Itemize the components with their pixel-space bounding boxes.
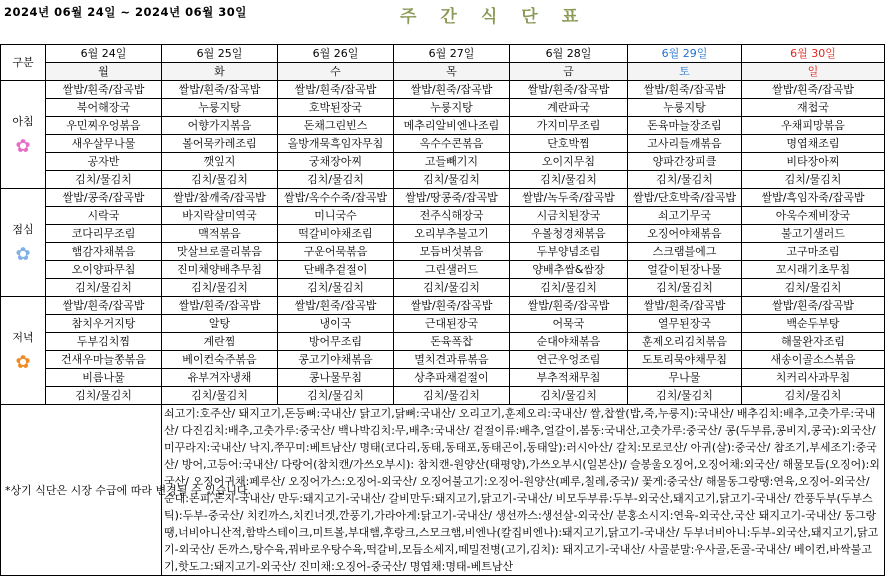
menu-cell: 방어무조림 (278, 333, 394, 351)
menu-cell: 오이양파무침 (46, 261, 162, 279)
menu-cell: 쌀밥/콩죽/잡곡밥 (46, 189, 162, 207)
menu-row (1, 351, 885, 369)
menu-cell: 쌀밥/흰죽/잡곡밥 (46, 81, 162, 99)
menu-row (1, 279, 885, 297)
menu-row (1, 171, 885, 189)
menu-cell: 쌀밥/흰죽/잡곡밥 (628, 81, 742, 99)
menu-cell: 김치/물김치 (510, 171, 628, 189)
menu-cell: 비타장아찌 (742, 153, 885, 171)
menu-cell: 쌀밥/단호박죽/잡곡밥 (628, 189, 742, 207)
menu-cell: 두부양념조림 (510, 243, 628, 261)
menu-cell: 오징어야채볶음 (628, 225, 742, 243)
menu-cell: 새송이골소스볶음 (742, 351, 885, 369)
menu-cell: 오리부추불고기 (394, 225, 510, 243)
menu-cell: 누룽지탕 (162, 99, 278, 117)
day-weekday: 토 (628, 63, 742, 81)
menu-cell: 옥수수콘볶음 (394, 135, 510, 153)
menu-cell: 쌀밥/흰죽/잡곡밥 (278, 297, 394, 315)
menu-cell: 김치/물김치 (628, 387, 742, 405)
meal-label-text: 저녁 (12, 331, 34, 344)
menu-cell: 유부겨자냉채 (162, 369, 278, 387)
menu-cell: 불고기샐러드 (742, 225, 885, 243)
menu-cell: 김치/물김치 (162, 171, 278, 189)
menu-cell: 백순두부탕 (742, 315, 885, 333)
menu-row (1, 99, 885, 117)
menu-cell: 계란파국 (510, 99, 628, 117)
meal-label-text: 아침 (12, 115, 34, 128)
menu-cell: 김치/물김치 (742, 387, 885, 405)
day-date: 6월 30일 (742, 45, 885, 63)
menu-cell: 오이지무침 (510, 153, 628, 171)
menu-cell: 돈육마늘장조림 (628, 117, 742, 135)
menu-cell: 쌀밥/땅콩죽/잡곡밥 (394, 189, 510, 207)
menu-cell: 쌀밥/흰죽/잡곡밥 (510, 81, 628, 99)
menu-cell: 고들빼기지 (394, 153, 510, 171)
menu-cell: 미니국수 (278, 207, 394, 225)
menu-cell: 모듬버섯볶음 (394, 243, 510, 261)
menu-cell: 얼갈이된장나물 (628, 261, 742, 279)
menu-cell: 부추적채무침 (510, 369, 628, 387)
menu-cell: 돈육폭찹 (394, 333, 510, 351)
menu-row (1, 135, 885, 153)
menu-cell: 쌀밥/녹두죽/잡곡밥 (510, 189, 628, 207)
menu-cell: 진미채양배추무침 (162, 261, 278, 279)
menu-cell: 쌀밥/흰죽/잡곡밥 (162, 81, 278, 99)
menu-cell: 맛살브로콜리볶음 (162, 243, 278, 261)
day-weekday: 화 (162, 63, 278, 81)
menu-cell: 쌀밥/참깨죽/잡곡밥 (162, 189, 278, 207)
menu-cell: 꼬시래기초무침 (742, 261, 885, 279)
menu-row (1, 117, 885, 135)
menu-cell: 맥적볶음 (162, 225, 278, 243)
menu-cell: 가지미무조림 (510, 117, 628, 135)
menu-cell: 알탕 (162, 315, 278, 333)
menu-cell: 쌀밥/흰죽/잡곡밥 (46, 297, 162, 315)
menu-cell: 김치/물김치 (510, 387, 628, 405)
menu-cell: 건새우마늘쫑볶음 (46, 351, 162, 369)
day-date: 6월 25일 (162, 45, 278, 63)
menu-cell: 김치/물김치 (278, 171, 394, 189)
menu-cell: 우볼청경채볶음 (510, 225, 628, 243)
menu-cell: 우민찌우엉볶음 (46, 117, 162, 135)
menu-row (1, 315, 885, 333)
notice-text: *상기 식단은 시장 수급에 따라 변경될 수 있습니다. (1, 405, 162, 576)
menu-cell: 무나물 (628, 369, 742, 387)
date-range: 2024년 06월 24일 ~ 2024년 06월 30일 (4, 5, 247, 19)
menu-cell: 김치/물김치 (46, 279, 162, 297)
menu-cell: 연근우엉조림 (510, 351, 628, 369)
menu-cell: 김치/물김치 (278, 387, 394, 405)
gubun-header: 구분 (1, 45, 46, 81)
menu-cell: 아욱수제비장국 (742, 207, 885, 225)
menu-cell: 깻잎지 (162, 153, 278, 171)
menu-cell: 코다리무조림 (46, 225, 162, 243)
menu-cell: 재첩국 (742, 99, 885, 117)
menu-cell: 베이컨숙주볶음 (162, 351, 278, 369)
menu-cell: 어향가지볶음 (162, 117, 278, 135)
menu-cell: 고사리들깨볶음 (628, 135, 742, 153)
notice-row (1, 405, 885, 576)
meal-label (1, 81, 46, 189)
menu-cell: 근대된장국 (394, 315, 510, 333)
menu-cell: 비름나물 (46, 369, 162, 387)
menu-cell: 쌀밥/흰죽/잡곡밥 (510, 297, 628, 315)
menu-cell: 김치/물김치 (394, 387, 510, 405)
menu-cell: 바지락살미역국 (162, 207, 278, 225)
menu-cell: 메추리알비엔나조림 (394, 117, 510, 135)
menu-row (1, 387, 885, 405)
menu-cell: 두부김치찜 (46, 333, 162, 351)
menu-cell: 스크램블에그 (628, 243, 742, 261)
menu-row (1, 369, 885, 387)
menu-row (1, 189, 885, 207)
menu-cell: 콩고기야채볶음 (278, 351, 394, 369)
menu-cell: 단호박찜 (510, 135, 628, 153)
menu-cell: 멸치견과류볶음 (394, 351, 510, 369)
page-title: 주간식단표 (400, 7, 603, 27)
menu-cell: 김치/물김치 (742, 279, 885, 297)
flower-icon: ✿ (15, 352, 31, 373)
day-date: 6월 26일 (278, 45, 394, 63)
day-weekday: 월 (46, 63, 162, 81)
menu-cell: 궁채장아찌 (278, 153, 394, 171)
menu-cell: 콩나물무침 (278, 369, 394, 387)
day-weekday: 일 (742, 63, 885, 81)
day-date: 6월 29일 (628, 45, 742, 63)
menu-cell: 쌀밥/흰죽/잡곡밥 (162, 297, 278, 315)
menu-cell: 쌀밥/흰죽/잡곡밥 (394, 81, 510, 99)
menu-cell: 참치우거지탕 (46, 315, 162, 333)
menu-cell: 전주식해장국 (394, 207, 510, 225)
flower-icon: ✿ (15, 244, 31, 265)
day-date: 6월 28일 (510, 45, 628, 63)
menu-cell: 해물완자조림 (742, 333, 885, 351)
menu-cell: 새우살무나물 (46, 135, 162, 153)
menu-cell: 김치/물김치 (628, 279, 742, 297)
menu-cell: 단배추겉절이 (278, 261, 394, 279)
menu-row (1, 207, 885, 225)
menu-cell: 훈제오리김치볶음 (628, 333, 742, 351)
menu-row (1, 81, 885, 99)
menu-cell: 순대야채볶음 (510, 333, 628, 351)
menu-cell: 김치/물김치 (46, 171, 162, 189)
menu-cell: 볼어묵카레조림 (162, 135, 278, 153)
day-weekday: 목 (394, 63, 510, 81)
menu-row (1, 153, 885, 171)
day-weekday: 수 (278, 63, 394, 81)
menu-cell: 쌀밥/옥수수죽/잡곡밥 (278, 189, 394, 207)
menu-row (1, 225, 885, 243)
menu-cell: 올방개묵흑임자무침 (278, 135, 394, 153)
menu-row (1, 243, 885, 261)
menu-cell: 김치/물김치 (394, 171, 510, 189)
menu-cell: 구운어묵볶음 (278, 243, 394, 261)
meal-label (1, 297, 46, 405)
menu-cell: 계란찜 (162, 333, 278, 351)
menu-cell: 북어해장국 (46, 99, 162, 117)
menu-row (1, 261, 885, 279)
menu-cell: 냉이국 (278, 315, 394, 333)
menu-cell: 쌀밥/흰죽/잡곡밥 (628, 297, 742, 315)
menu-cell: 쌀밥/흰죽/잡곡밥 (394, 297, 510, 315)
menu-cell: 김치/물김치 (394, 279, 510, 297)
menu-row (1, 333, 885, 351)
menu-cell: 쌀밥/흰죽/잡곡밥 (742, 81, 885, 99)
day-date: 6월 27일 (394, 45, 510, 63)
menu-cell: 햄감자채볶음 (46, 243, 162, 261)
meal-label-text: 점심 (12, 223, 34, 236)
menu-cell: 열무된장국 (628, 315, 742, 333)
menu-cell: 김치/물김치 (46, 387, 162, 405)
menu-cell: 김치/물김치 (278, 279, 394, 297)
menu-cell: 떡갈비야채조림 (278, 225, 394, 243)
flower-icon: ✿ (15, 136, 31, 157)
menu-cell: 김치/물김치 (162, 387, 278, 405)
menu-cell: 우채피망볶음 (742, 117, 885, 135)
menu-cell: 김치/물김치 (162, 279, 278, 297)
menu-cell: 상추파채겉절이 (394, 369, 510, 387)
meal-label (1, 189, 46, 297)
menu-cell: 돈채그린빈스 (278, 117, 394, 135)
menu-cell: 쌀밥/흑임자죽/잡곡밥 (742, 189, 885, 207)
menu-cell: 그린샐러드 (394, 261, 510, 279)
menu-cell: 김치/물김치 (742, 171, 885, 189)
menu-cell: 누룽지탕 (394, 99, 510, 117)
origin-info: 쇠고기:호주산/ 돼지고기,돈등뼈:국내산/ 닭고기,닭뼈:국내산/ 오리고기,훈제오리:국내산/ 쌀,찹쌀(밥,죽,누룽지):국내산/ 배추김치:배추,고춧가루:국내산/ 다진김치:배추,고춧가루:중국산/ 백나박김치:무,배추:국내산/ 겉절이류:배추,얼갈이,봄동:국내산,고춧가루:중국산/ 콩(두부류,콩비지,콩국):외국산/ 미꾸라지:국내산/ 낙지,쭈꾸미:베트남산/ 명태(코다리,동태,동태포,동태곤이,동태알):러시아산/ 갈치:모로코산/ 아귀(살):중국산/ 참조기,부세조기:중국산/ 방어,고등어:국내산/ 다랑어(참치캔/가쓰오부시): 참치캔-원양산(태평양),가쓰오부시(일본산)/ 슬봉울오징어,오징어채:외국산/ 해물모듬(오징어):외국산/ 오징어귀채:페루산/ 오징어가스:오징어-외국산/ 오징어불고기:오징어-원양산(페루,칠레,중국)/ 꽃게:중국산/ 해물동그랑땡:연육,오징어-외국산/ 순대:돈피,돈지-국내산/ 만두:돼지고기-국내산/ 갈비만두:돼지고기,닭고기-국내산/ 비모두부류:두부-외국산,돼지고기,닭고기-국내산/ 깐풍두부(두부스틱):두부-중국산/ 치킨까스,치킨너겟,깐풍기,가라아게:닭고기-국내산/ 생선까스:생선살-외국산/ 분홍소시지:연육-외국산,국산 돼지고기-국내산/ 동그랑땡,너비아니산적,함박스테이크,미트볼,부대햄,후랑크,스모크햄,비엔나(칼집비엔나):돼지고기,닭고기-국내산/ 두부너비아니:두부-외국산,돼지고기,닭고기-외국산/ 돈까스,탕수육,꿔바로우탕수육,떡갈비,모듬소세지,떼밀전병(고기,김치): 돼지고기-국내산/ 사골분말:우사골,돈골-국내산/ 베이컨,바싹불고기,핫도그:돼지고기-외국산/ 진미채:오징어-중국산/ 명엽채:명태-베트남산 (162, 405, 885, 576)
menu-cell: 고구마조림 (742, 243, 885, 261)
menu-row (1, 297, 885, 315)
menu-cell: 양파간장피클 (628, 153, 742, 171)
day-weekday: 금 (510, 63, 628, 81)
menu-cell: 시락국 (46, 207, 162, 225)
menu-cell: 어묵국 (510, 315, 628, 333)
menu-cell: 쌀밥/흰죽/잡곡밥 (742, 297, 885, 315)
day-date: 6월 24일 (46, 45, 162, 63)
menu-cell: 도토리묵야채무침 (628, 351, 742, 369)
menu-cell: 양배추쌈&쌈장 (510, 261, 628, 279)
menu-cell: 누룽지탕 (628, 99, 742, 117)
menu-cell: 김치/물김치 (510, 279, 628, 297)
menu-cell: 치커리사과무침 (742, 369, 885, 387)
menu-cell: 김치/물김치 (628, 171, 742, 189)
weekly-menu-table (0, 44, 885, 576)
menu-cell: 시금치된장국 (510, 207, 628, 225)
menu-cell: 호박된장국 (278, 99, 394, 117)
menu-cell: 쌀밥/흰죽/잡곡밥 (278, 81, 394, 99)
menu-cell: 쇠고기무국 (628, 207, 742, 225)
menu-cell: 공자반 (46, 153, 162, 171)
menu-cell: 명엽채조림 (742, 135, 885, 153)
